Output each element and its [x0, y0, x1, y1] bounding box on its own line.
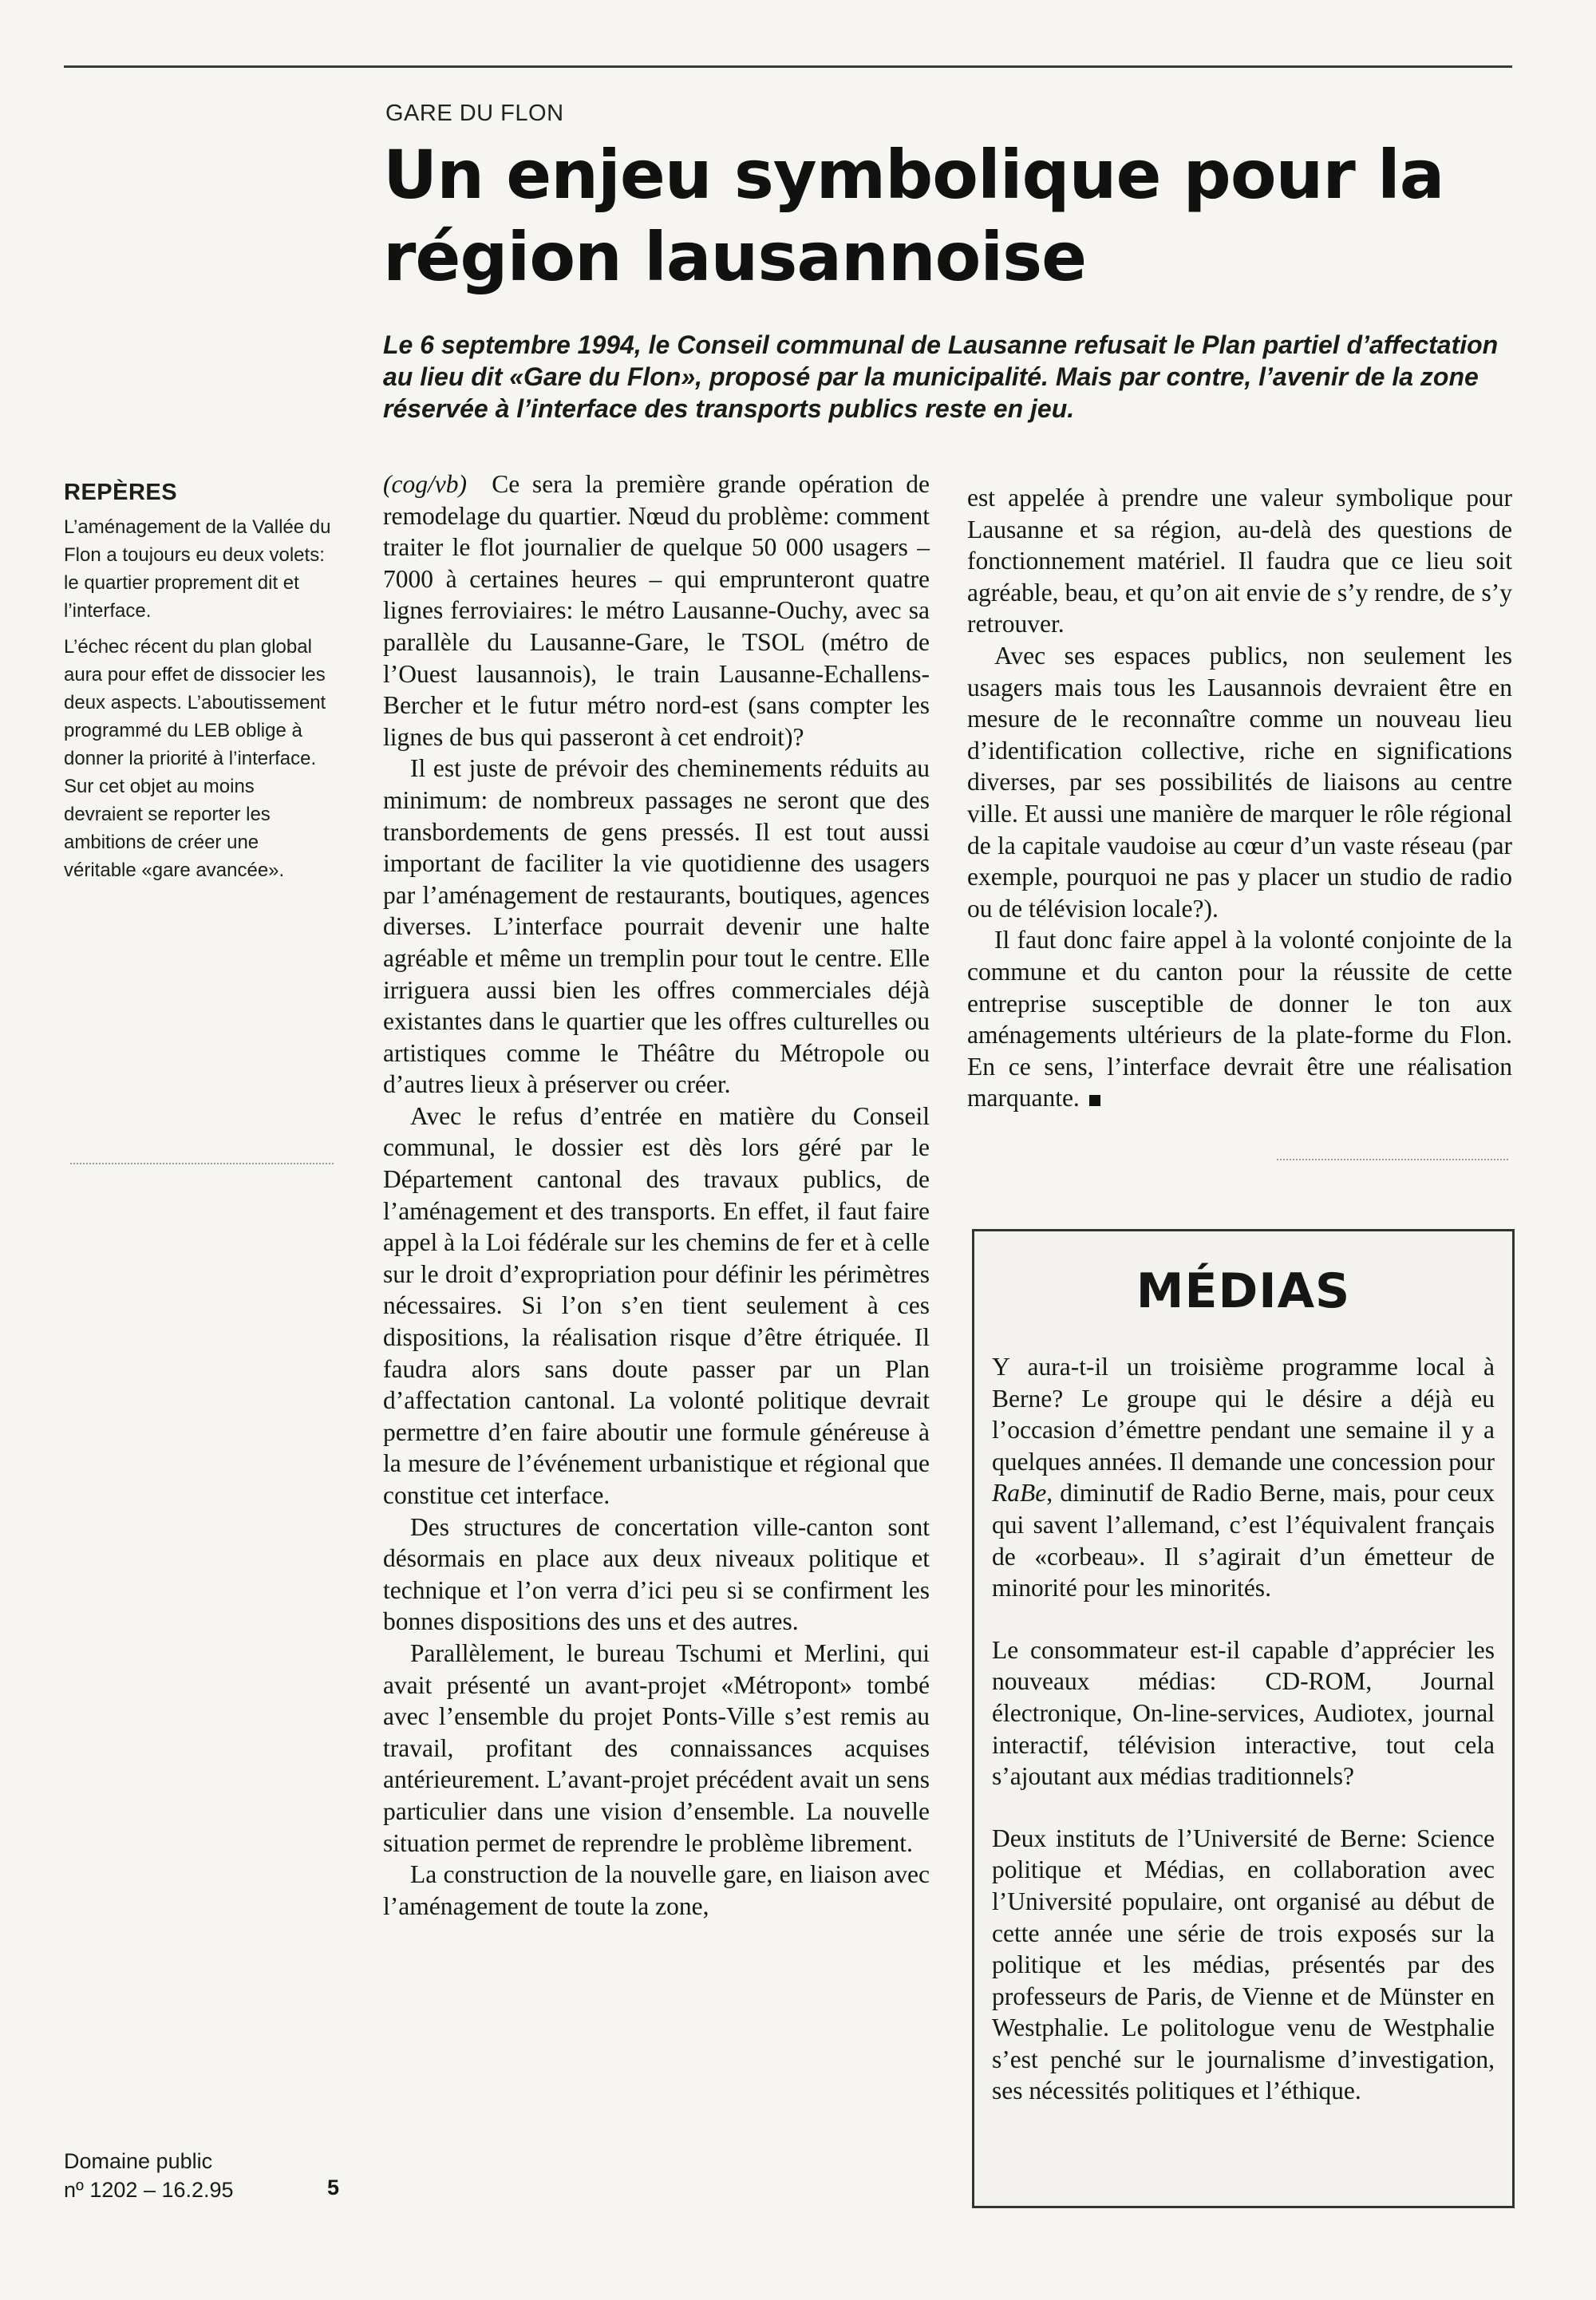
medias-text: Y aura-t-il un troisième programme local à Berne? Le groupe qui le désire a déjà eu l’occasion d’émettre pendant une semaine il y a quelques années. Il demande une concession pour [992, 1353, 1495, 1476]
reperes-paragraph: L’aménagement de la Vallée du Flon a toujours eu deux volets: le quartier proprement dit et l’interface. [64, 516, 331, 622]
reperes-paragraph: L’échec récent du plan global aura pour effet de dissocier les deux aspects. L’aboutissement programmé du LEB oblige à donner la priorité à l’interface. [64, 636, 326, 769]
article-paragraph: Il est juste de prévoir des cheminements réduits au minimum: de nombreux passages ne seront que des transbordements de gens pressés. Il est tout aussi important de faciliter la vie quotidienne des usagers par l’aménagement de restaurants, boutiques, agences diverses. L’interface pourrait devenir une halte agréable et même un tremplin pour tout le centre. Elle irriguera aussi bien les offres commerciales déjà existantes dans le quartier que les offres culturelles ou artistiques comme le Théâtre du Métropole ou d’autres lieux à préserver ou créer. [383, 754, 930, 1099]
reperes-sidebar [64, 479, 335, 892]
sidebar-dotted-separator [70, 1163, 334, 1164]
column-dotted-separator [1277, 1159, 1508, 1160]
article-column-2 [967, 482, 1512, 1114]
reperes-heading: REPÈRES [64, 480, 178, 505]
article-paragraph: Avec ses espaces publics, non seulement les usagers mais tous les Lausannois devraient être en mesure de le reconnaître comme un nouveau lieu d’identification collective, riche en significations diverses, par ses possibilités de liaisons au centre ville. Et aussi une manière de marquer le rôle régional de la capitale vaudoise au cœur d’un vaste réseau (par exemple, pourquoi ne pas y placer un studio de radio ou de télévision locale?). [967, 641, 1512, 923]
page-number: 5 [327, 2176, 340, 2199]
article-paragraph: Avec le refus d’entrée en matière du Conseil communal, le dossier est dès lors géré par le Département cantonal des travaux publics, de l’aménagement et des transports. En effet, il faut faire appel à la Loi fédérale sur les chemins de fer et à celle sur le droit d’expropriation pour définir les périmètres nécessaires. Si l’on s’en tient seulement à ces dispositions, la réalisation risque d’être étriquée. Il faudra alors sans doute passer par un Plan d’affectation cantonal. La volonté politique devrait permettre d’en faire aboutir une formule généreuse à la mesure de l’événement urbanistique et régional que constitue cet interface. [383, 1101, 930, 1509]
article-lead: Le 6 septembre 1994, le Conseil communal de Lausanne refusait le Plan partiel d’affectation au lieu dit «Gare du Flon», proposé par la municipalité. Mais par contre, l’avenir de la zone réservée à l’interface des transports publics reste en jeu. [383, 330, 1499, 423]
medias-paragraph: Le consommateur est-il capable d’apprécier les nouveaux médias: CD-ROM, Journal électronique, On-line-services, Audiotex, journal interactif, télévision interactive, tout cela s’ajoutant aux médias traditionnels? [992, 1635, 1495, 1791]
article-paragraph [383, 468, 930, 753]
top-rule [64, 65, 1512, 68]
issue-number: nº 1202 – 16.2.95 [64, 2178, 234, 2202]
page-footer [64, 2147, 234, 2204]
article-column-1 [383, 468, 930, 1922]
article-paragraph-text: Ce sera la première grande opération de remodelage du quartier. Nœud du problème: comment traiter le flot journalier de quelque 50 000 usagers – 7000 à certaines heures – qui emprunteront quatre lignes ferroviaires: le métro Lausanne-Ouchy, avec sa parallèle du Lausanne-Gare, le TSOL (métro de l’Ouest lausannois), le train Lausanne-Echallens-Bercher et le futur métro nord-est (sans compter les lignes de bus qui passeront à cet endroit)? [383, 470, 930, 751]
medias-text-emphasis: RaBe [992, 1479, 1047, 1508]
publication-name: Domaine public [64, 2149, 213, 2173]
article-headline: Un enjeu symbolique pour la région lausannoise [383, 136, 1444, 296]
reperes-paragraph: Sur cet objet au moins devraient se reporter les ambitions de créer une véritable «gare avancée». [64, 776, 285, 881]
article-kicker: GARE DU FLON [385, 101, 564, 126]
medias-box [972, 1229, 1515, 2208]
medias-paragraph: Deux instituts de l’Université de Berne: Science politique et Médias, en collaboration avec l’Université populaire, ont organisé au début de cette année une série de trois exposés sur la politique et les médias, présentés par des professeurs de Paris, de Vienne et de Münster en Westphalie. Le politologue venu de Westphalie s’est penché sur le journalisme d’investigation, ses nécessités politiques et l’éthique. [992, 1824, 1495, 2105]
medias-heading: MÉDIAS [1136, 1263, 1351, 1319]
medias-text: , diminutif de Radio Berne, mais, pour ceux qui savent l’allemand, c’est l’équivalent français de «corbeau». Il s’agirait d’un émetteur de minorité pour les minorités. [992, 1479, 1495, 1602]
article-paragraph: La construction de la nouvelle gare, en liaison avec l’aménagement de toute la zone, [383, 1860, 930, 1920]
end-of-article-square-icon [1089, 1095, 1100, 1106]
article-paragraph-text: Il faut donc faire appel à la volonté conjointe de la commune et du canton pour la réussite de cette entreprise susceptible de donner le ton aux aménagements ultérieurs de la plate-forme du Flon. En ce sens, l’interface devrait être une réalisation marquante. [967, 926, 1512, 1112]
medias-paragraph [992, 1351, 1495, 1604]
article-paragraph: est appelée à prendre une valeur symbolique pour Lausanne et sa région, au-delà des questions de fonctionnement matériel. Il faudra que ce lieu soit agréable, beau, et qu’on ait envie de s’y rendre, de s’y retrouver. [967, 484, 1512, 638]
article-paragraph: Parallèlement, le bureau Tschumi et Merlini, qui avait présenté un avant-projet «Métropont» tombé avec l’ensemble du projet Ponts-Ville s’est remis au travail, profitant des connaissances acquises antérieurement. L’avant-projet précédent avait un sens particulier dans une vision d’ensemble. La nouvelle situation permet de reprendre le problème librement. [383, 1638, 930, 1857]
article-byline: (cog/vb) [383, 470, 467, 498]
article-paragraph [967, 924, 1512, 1114]
article-paragraph: Des structures de concertation ville-canton sont désormais en place aux deux niveaux politique et technique et l’on verra d’ici peu si se confirment les bonnes dispositions des uns et des autres. [383, 1512, 930, 1636]
